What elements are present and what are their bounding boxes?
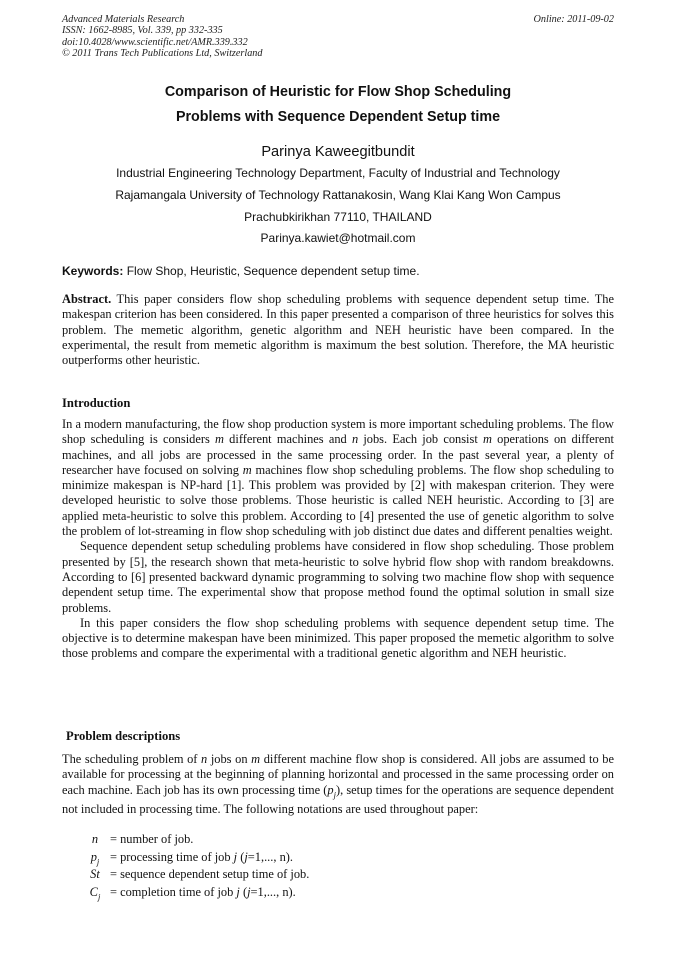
doi-line: doi:10.4028/www.scientific.net/AMR.339.332 — [62, 36, 248, 48]
online-date: Online: 2011-09-02 — [533, 14, 614, 25]
section-heading-problem-descriptions: Problem descriptions — [66, 729, 181, 743]
affiliation-line-1: Industrial Engineering Technology Department, Faculty of Industrial and Technology — [116, 166, 560, 180]
notation-symbol: n — [91, 832, 99, 846]
author-name: Parinya Kaweegitbundit — [261, 144, 415, 160]
keywords-text: Flow Shop, Heuristic, Sequence dependent setup time. — [126, 264, 420, 278]
keywords — [62, 264, 622, 279]
notation-row — [62, 885, 614, 903]
notation-definition: = completion time of job j (j=1,..., n). — [110, 884, 296, 899]
abstract-text: This paper considers flow shop scheduling problems with sequence dependent setup time. The makespan criterion has been considered. In this paper presented a comparison of three heuristics for solves this problem. The memetic algorithm, genetic algorithm and NEH heuristic have been compared. In the experimental, the result from memetic algorithm is maximum the best solution. Therefore, the MA heuristic outperforms other heuristic. — [62, 292, 614, 368]
introduction-body — [62, 417, 614, 662]
affiliation-line-2: Rajamangala University of Technology Rattanakosin, Wang Klai Kang Won Campus — [115, 187, 561, 202]
issn-line: ISSN: 1662-8985, Vol. 339, pp 332-335 — [62, 25, 223, 37]
intro-paragraph-2: Sequence dependent setup scheduling problems have considered in flow shop scheduling. Those problem presented by [5], the research shown that meta-heuristic to solve hybrid flow shop with random breakdowns. According to [6] presented backward dynamic programming to solving two machine flow shop with sequence dependent setup time. The experimental show that propose method found the optimal solution in small size problems. — [62, 539, 614, 615]
paper-title — [62, 80, 614, 130]
intro-paragraph-1: In a modern manufacturing, the flow shop production system is more important scheduling problems. The flow shop scheduling is considers m different machines and n jobs. Each job consist m operations on different machines, and all jobs are processed in the same processing order. In the past several year, a plenty of researcher have focused on solving m machines flow shop scheduling problems. The flow shop scheduling to minimize makespan is NP-hard [1]. This problem was provided by [2] with makespan criterion. They were developed heuristic to solve those problems. Those heuristic is called NEH heuristic. According to [3] are applied meta-heuristic to solve this problem. According to [4] presented the use of genetic algorithm to solve the problem of lot-streaming in flow shop scheduling with job distinct due dates and different penalties weight. — [62, 417, 614, 539]
affiliation — [62, 163, 614, 250]
keywords-label: Keywords: — [62, 264, 124, 278]
author-email: Parinya.kawiet@hotmail.com — [260, 231, 416, 246]
notation-row — [62, 832, 614, 850]
notation-symbol: St — [90, 867, 100, 882]
notation-row — [62, 850, 614, 868]
title-line-2: Problems with Sequence Dependent Setup time — [175, 109, 501, 125]
intro-paragraph-3: In this paper considers the flow shop scheduling problems with sequence dependent setup time. The objective is to determine makespan have been minimized. This paper proposed the memetic algorithm to solve those problems and compare the experimental with a traditional genetic algorithm and NEH heuristic. — [62, 615, 614, 661]
notation-row — [62, 867, 614, 885]
title-line-1: Comparison of Heuristic for Flow Shop Scheduling — [164, 84, 512, 100]
abstract — [62, 292, 614, 368]
problem-paragraph-1: The scheduling problem of n jobs on m different machine flow shop is considered. All jobs are assumed to be available for processing at the beginning of planning horizontal and processed in the same processing order on each machine. Each job has its own processing time $(p_j)$, setup times for the operations are sequence dependent not included in processing time. The following notations are used throughout paper: — [62, 752, 614, 817]
problem-body — [62, 752, 614, 818]
journal-header — [62, 14, 614, 59]
journal-name: Advanced Materials Research — [62, 14, 185, 25]
copyright-line: © 2011 Trans Tech Publications Ltd, Switzerland — [62, 47, 263, 59]
notation-definition: = sequence dependent setup time of job. — [110, 867, 310, 882]
notation-list — [62, 832, 614, 902]
notation-definition: = number of job. — [110, 832, 194, 846]
notation-symbol: $p_j$ — [90, 849, 100, 867]
abstract-label: Abstract. — [62, 292, 112, 306]
section-heading-introduction: Introduction — [62, 396, 131, 410]
affiliation-line-3: Prachubkirikhan 77110, THAILAND — [244, 209, 432, 224]
notation-symbol: $C_j$ — [89, 884, 101, 902]
notation-definition: = processing time of job j (j=1,..., n). — [110, 849, 293, 864]
